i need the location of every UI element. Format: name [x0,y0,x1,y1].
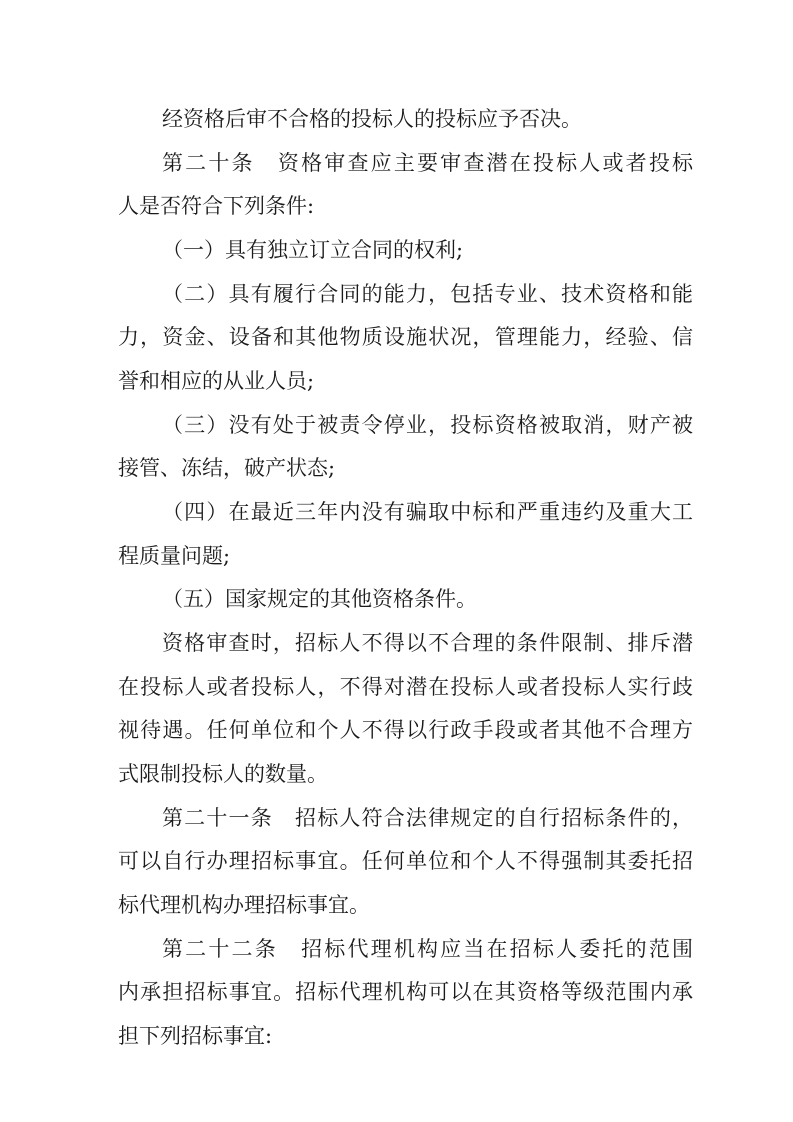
text-line: 程质量问题; [118,544,231,568]
text-line: 经资格后审不合格的投标人的投标应予否决。 [162,107,582,131]
list-item-2: （二）具有履行合同的能力，包括专业、技术资格和能 [162,282,693,306]
text-line: 接管、冻结，破产状态; [118,456,336,480]
text-line: 标代理机构办理招标事宜。 [118,893,370,917]
list-item-5: （五）国家规定的其他资格条件。 [162,587,477,611]
list-item-4: （四）在最近三年内没有骗取中标和严重违约及重大工 [162,500,693,524]
text-line: 在投标人或者投标人，不得对潜在投标人或者投标人实行歧 [118,675,693,699]
list-item-3: （三）没有处于被责令停业，投标资格被取消，财产被 [162,413,693,437]
text-line: 可以自行办理招标事宜。任何单位和个人不得强制其委托招 [118,849,693,873]
text-line: 誉和相应的从业人员; [118,369,315,393]
article-20-heading-line: 第二十条 资格审查应主要审查潜在投标人或者投标 [162,151,693,175]
text-line: 视待遇。任何单位和个人不得以行政手段或者其他不合理方 [118,718,693,742]
article-21-heading-line: 第二十一条 招标人符合法律规定的自行招标条件的， [162,806,693,830]
list-item-1: （一）具有独立订立合同的权利; [162,238,464,262]
text-line: 担下列招标事宜: [118,1024,273,1048]
article-22-heading-line: 第二十二条 招标代理机构应当在招标人委托的范围 [162,937,693,961]
paragraph-line: 资格审查时，招标人不得以不合理的条件限制、排斥潜 [162,631,693,655]
text-line: 人是否符合下列条件: [118,194,315,218]
text-line: 内承担招标事宜。招标代理机构可以在其资格等级范围内承 [118,980,693,1004]
text-line: 式限制投标人的数量。 [118,762,328,786]
text-line: 力，资金、设备和其他物质设施状况，管理能力，经验、信 [118,325,693,349]
